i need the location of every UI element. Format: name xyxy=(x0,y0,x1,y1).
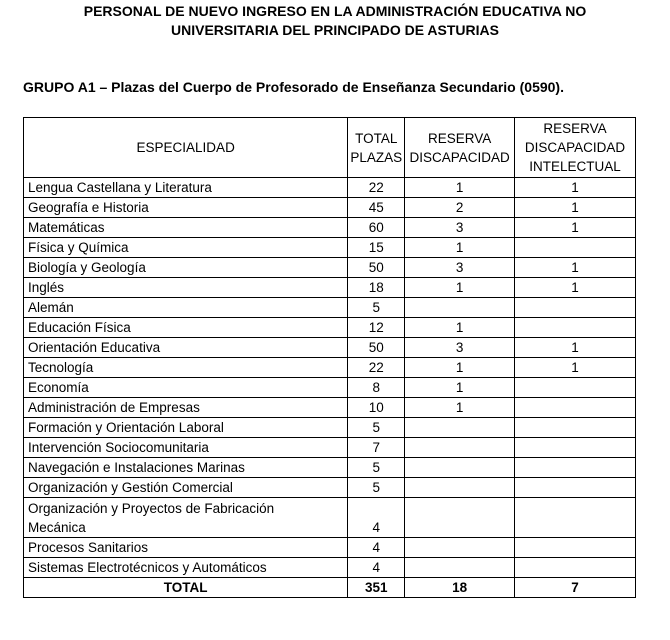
table-row xyxy=(24,438,636,458)
table-row xyxy=(24,318,636,338)
table-body xyxy=(24,178,636,578)
table-row xyxy=(24,498,636,538)
table-row xyxy=(24,398,636,418)
plazas-table xyxy=(23,117,636,598)
cell-reserva-discapacidad: 1 xyxy=(405,178,515,198)
table-row xyxy=(24,258,636,278)
cell-reserva-discapacidad: 2 xyxy=(405,198,515,218)
cell-reserva-discapacidad: 1 xyxy=(405,378,515,398)
cell-especialidad: Navegación e Instalaciones Marinas xyxy=(24,458,348,478)
cell-reserva-discapacidad: 1 xyxy=(405,318,515,338)
cell-reserva-discapacidad: 3 xyxy=(405,338,515,358)
cell-total-plazas: 10 xyxy=(348,398,405,418)
table-row xyxy=(24,478,636,498)
total-intelectual: 7 xyxy=(515,578,636,598)
table-row xyxy=(24,338,636,358)
cell-especialidad: Economía xyxy=(24,378,348,398)
cell-especialidad: Organización y Gestión Comercial xyxy=(24,478,348,498)
table-row xyxy=(24,178,636,198)
cell-especialidad: Inglés xyxy=(24,278,348,298)
cell-reserva-intelectual: 1 xyxy=(515,258,636,278)
cell-reserva-intelectual xyxy=(515,498,636,538)
cell-reserva-discapacidad: 3 xyxy=(405,218,515,238)
table-row xyxy=(24,558,636,578)
total-plazas: 351 xyxy=(348,578,405,598)
header-total-line-1: TOTAL xyxy=(355,130,398,146)
cell-reserva-intelectual xyxy=(515,558,636,578)
table-row xyxy=(24,418,636,438)
table-row xyxy=(24,238,636,258)
header-intel-line-1: RESERVA xyxy=(543,121,607,136)
cell-reserva-discapacidad xyxy=(405,558,515,578)
cell-especialidad: Educación Física xyxy=(24,318,348,338)
cell-total-plazas: 7 xyxy=(348,438,405,458)
cell-especialidad-line-1: Organización y Proyectos de Fabricación xyxy=(28,501,275,516)
cell-reserva-intelectual xyxy=(515,298,636,318)
table-row xyxy=(24,218,636,238)
table-row xyxy=(24,278,636,298)
title-line-1: PERSONAL DE NUEVO INGRESO EN LA ADMINISTRACIÓN EDUCATIVA NO xyxy=(83,3,587,19)
cell-reserva-intelectual xyxy=(515,418,636,438)
group-subtitle: GRUPO A1 – Plazas del Cuerpo de Profesorado de Enseñanza Secundario (0590). xyxy=(23,79,564,95)
cell-reserva-intelectual xyxy=(515,398,636,418)
header-reserva-line-2: DISCAPACIDAD xyxy=(409,149,510,165)
cell-total-plazas: 12 xyxy=(348,318,405,338)
cell-total-plazas: 45 xyxy=(348,198,405,218)
cell-total-plazas: 50 xyxy=(348,338,405,358)
cell-reserva-intelectual xyxy=(515,318,636,338)
cell-especialidad: Tecnología xyxy=(24,358,348,378)
cell-reserva-intelectual xyxy=(515,238,636,258)
table-row xyxy=(24,358,636,378)
cell-total-plazas: 8 xyxy=(348,378,405,398)
cell-total-plazas: 5 xyxy=(348,298,405,318)
cell-especialidad: Sistemas Electrotécnicos y Automáticos xyxy=(24,558,348,578)
cell-reserva-discapacidad: 1 xyxy=(405,278,515,298)
cell-reserva-intelectual: 1 xyxy=(515,338,636,358)
cell-reserva-discapacidad xyxy=(405,458,515,478)
cell-reserva-discapacidad xyxy=(405,478,515,498)
cell-total-plazas: 4 xyxy=(348,498,405,538)
table-row xyxy=(24,198,636,218)
cell-total-plazas: 4 xyxy=(348,558,405,578)
cell-especialidad xyxy=(24,498,348,538)
cell-reserva-intelectual: 1 xyxy=(515,278,636,298)
cell-total-plazas: 5 xyxy=(348,418,405,438)
table-row xyxy=(24,378,636,398)
cell-especialidad: Alemán xyxy=(24,298,348,318)
cell-especialidad: Administración de Empresas xyxy=(24,398,348,418)
document-title xyxy=(0,2,670,40)
cell-reserva-intelectual xyxy=(515,458,636,478)
title-line-2: UNIVERSITARIA DEL PRINCIPADO DE ASTURIAS xyxy=(171,22,499,38)
total-label: TOTAL xyxy=(24,578,348,598)
header-intel-line-2: DISCAPACIDAD xyxy=(524,140,626,155)
cell-reserva-intelectual xyxy=(515,478,636,498)
cell-reserva-intelectual: 1 xyxy=(515,198,636,218)
table-row xyxy=(24,458,636,478)
cell-especialidad: Formación y Orientación Laboral xyxy=(24,418,348,438)
cell-especialidad: Geografía e Historia xyxy=(24,198,348,218)
total-reserva: 18 xyxy=(405,578,515,598)
cell-reserva-discapacidad xyxy=(405,418,515,438)
cell-especialidad-line-2: Mecánica xyxy=(28,520,86,535)
cell-especialidad: Orientación Educativa xyxy=(24,338,348,358)
total-row xyxy=(24,578,636,598)
cell-total-plazas: 18 xyxy=(348,278,405,298)
cell-reserva-discapacidad xyxy=(405,438,515,458)
cell-especialidad: Intervención Sociocomunitaria xyxy=(24,438,348,458)
cell-total-plazas: 22 xyxy=(348,178,405,198)
cell-especialidad: Lengua Castellana y Literatura xyxy=(24,178,348,198)
cell-reserva-discapacidad xyxy=(405,498,515,538)
cell-reserva-discapacidad xyxy=(405,538,515,558)
table-row xyxy=(24,298,636,318)
cell-especialidad: Procesos Sanitarios xyxy=(24,538,348,558)
header-reserva-discapacidad xyxy=(405,118,515,178)
cell-reserva-discapacidad: 1 xyxy=(405,398,515,418)
cell-total-plazas: 15 xyxy=(348,238,405,258)
cell-reserva-intelectual: 1 xyxy=(515,178,636,198)
header-intel-line-3: INTELECTUAL xyxy=(529,159,621,174)
cell-total-plazas: 5 xyxy=(348,478,405,498)
table-header-row xyxy=(24,118,636,178)
cell-total-plazas: 5 xyxy=(348,458,405,478)
header-total-plazas xyxy=(348,118,405,178)
header-total-line-2: PLAZAS xyxy=(350,149,403,165)
cell-especialidad: Biología y Geología xyxy=(24,258,348,278)
cell-reserva-intelectual: 1 xyxy=(515,358,636,378)
cell-reserva-intelectual: 1 xyxy=(515,218,636,238)
cell-reserva-discapacidad xyxy=(405,298,515,318)
cell-total-plazas: 50 xyxy=(348,258,405,278)
header-reserva-line-1: RESERVA xyxy=(427,130,492,146)
cell-reserva-intelectual xyxy=(515,538,636,558)
cell-reserva-discapacidad: 3 xyxy=(405,258,515,278)
cell-total-plazas: 60 xyxy=(348,218,405,238)
cell-reserva-intelectual xyxy=(515,438,636,458)
table-row xyxy=(24,538,636,558)
cell-especialidad: Física y Química xyxy=(24,238,348,258)
cell-reserva-discapacidad: 1 xyxy=(405,358,515,378)
cell-total-plazas: 22 xyxy=(348,358,405,378)
cell-total-plazas: 4 xyxy=(348,538,405,558)
cell-reserva-discapacidad: 1 xyxy=(405,238,515,258)
cell-especialidad: Matemáticas xyxy=(24,218,348,238)
cell-reserva-intelectual xyxy=(515,378,636,398)
header-reserva-intelectual xyxy=(515,118,636,178)
header-especialidad: ESPECIALIDAD xyxy=(24,118,348,178)
